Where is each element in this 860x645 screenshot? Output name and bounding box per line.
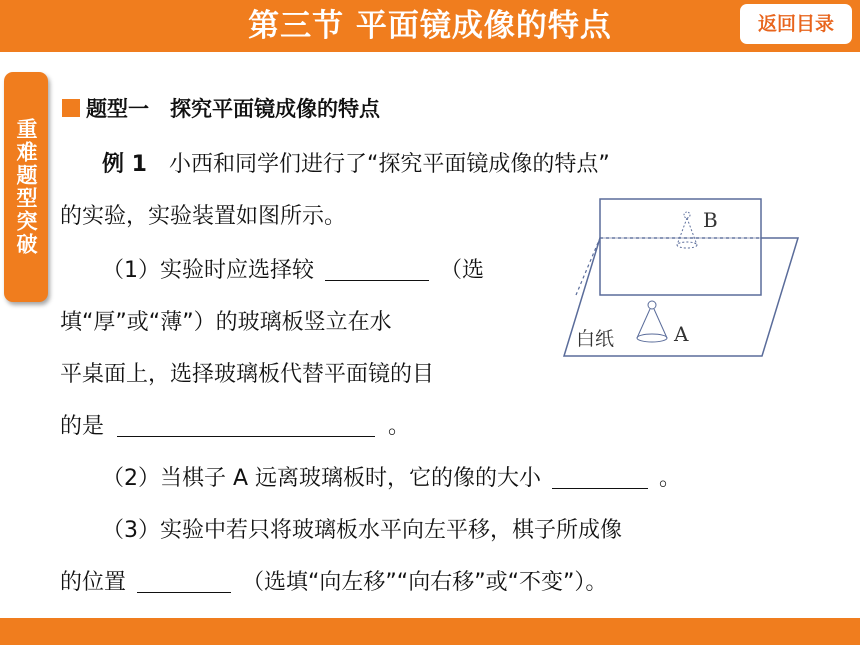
q1-line4-prefix: 的是 [60, 414, 105, 439]
label-b: B [703, 208, 718, 232]
section-heading [62, 88, 380, 128]
q3-line-2 [60, 565, 607, 596]
q1-line-3: 平桌面上，选择玻璃板代替平面镜的目 [60, 362, 435, 387]
q1-purpose-blank[interactable] [117, 412, 375, 437]
q1-line-4 [60, 409, 410, 440]
q2-line [102, 461, 681, 492]
q2-answer-blank[interactable] [552, 464, 648, 489]
q1-prefix: （1）实验时应选择较 [102, 258, 314, 283]
stem-line-2: 的实验，实验装置如图所示。 [60, 204, 347, 229]
chess-piece-a [637, 301, 667, 342]
hidden-paper-edge-left [576, 238, 600, 295]
heading-square-icon [62, 99, 80, 117]
q3-prefix: 的位置 [60, 570, 127, 595]
q3-line-1: （3）实验中若只将玻璃板水平向左平移，棋子所成像 [102, 518, 622, 543]
footer-bar [0, 618, 860, 645]
q1-line-2: 填“厚”或“薄”）的玻璃板竖立在水 [60, 310, 392, 335]
q2-suffix: 。 [659, 466, 682, 491]
q1-line-1 [102, 253, 484, 284]
q3-answer-blank[interactable] [137, 568, 231, 593]
example-label: 例 1 [102, 152, 147, 177]
q1-answer-blank[interactable] [325, 256, 429, 281]
label-white-paper: 白纸 [576, 328, 615, 350]
q2-prefix: （2）当棋子 A 远离玻璃板时，它的像的大小 [102, 466, 542, 491]
q1-suffix: （选 [440, 258, 485, 283]
stem-line-1 [102, 147, 610, 178]
back-to-contents-button[interactable]: 返回目录 [740, 4, 852, 44]
q3-suffix: （选填“向左移”“向右移”或“不变”）。 [242, 570, 608, 595]
experiment-figure [562, 193, 802, 365]
stem-text-1: 小西和同学们进行了“探究平面镜成像的特点” [168, 152, 610, 177]
q1-line4-suffix: 。 [388, 414, 411, 439]
section-heading-text: 题型一 探究平面镜成像的特点 [86, 97, 380, 121]
side-tab[interactable] [4, 72, 48, 302]
label-a: A [674, 322, 689, 346]
page-title: 第三节 平面镜成像的特点 [248, 8, 612, 44]
side-tab-label: 重难题型突破 [14, 118, 38, 256]
